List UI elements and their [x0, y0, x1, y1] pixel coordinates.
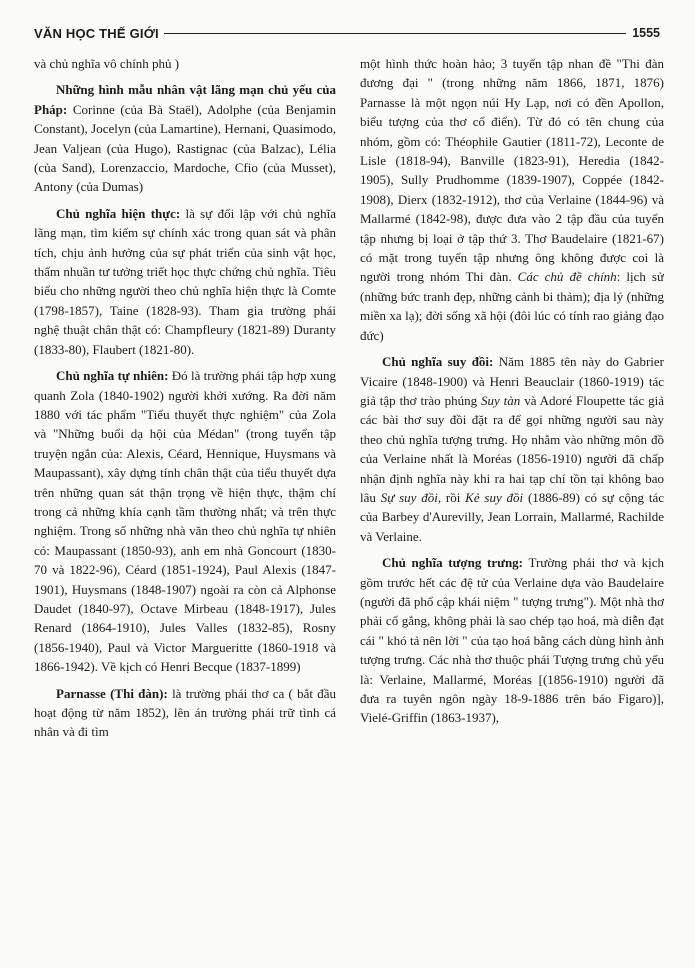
paragraph-parnasse: [34, 684, 336, 742]
paragraph-text: là trường phái thơ ca ( bắt đầu hoạt động từ năm 1852), lên án trường phái trữ tình cá nhân và đi tìm: [34, 685, 336, 740]
paragraph-realism: [34, 204, 336, 359]
paragraph-romantic-characters: [34, 80, 336, 196]
term-heading: Chủ nghĩa suy đồi:: [382, 354, 494, 370]
italic-title: Suy tàn: [481, 392, 521, 408]
paragraph-decadence: [360, 352, 664, 546]
term-heading: Chủ nghĩa tự nhiên:: [56, 368, 169, 384]
term-heading: Những hình mẫu nhân vật lãng mạn chủ yếu của Pháp:: [34, 82, 336, 117]
paragraph-parnasse-continued: [360, 54, 664, 345]
paragraph-text: và Adoré Floupette tác giả các bài thơ suy đồi đặt ra để gọi những người sau này theo chủ nghĩa tượng trưng. Họ nhằm vào những môn đồ của Verlaine nhất là Moréas (1856-1910) người đã chấp nhận định nghĩa này khi ra hai tạp chí tồn tại không bao lâu: [360, 392, 664, 505]
header-rule: [164, 33, 626, 34]
page-number: 1555: [632, 26, 660, 40]
paragraph-symbolism: [360, 553, 664, 728]
paragraph-naturalism: [34, 366, 336, 677]
paragraph-continuation: [34, 54, 336, 73]
term-heading: Chủ nghĩa hiện thực:: [56, 205, 181, 221]
paragraph-text: Năm 1885 tên này do Gabrier Vicaire (1848-1900) và Henri Beauclair (1860-1919) tác giả tập thơ trào phúng: [360, 354, 664, 408]
page-header: [34, 22, 660, 44]
italic-title: Kẻ suy đồi: [465, 489, 524, 505]
left-column: [34, 54, 336, 944]
paragraph-text: : lịch sử (những bức tranh đẹp, những cảnh bi thảm); địa lý (những miền xa lạ); đời sống xã hội (đôi lúc có tính rao giảng đạo đức): [360, 269, 664, 343]
term-heading: Chủ nghĩa tượng trưng:: [382, 555, 524, 571]
paragraph-text: một hình thức hoàn hảo; 3 tuyển tập nhan đề "Thi đàn đương đại " (trong những năm 1866, 1871, 1876) Parnasse là một ngọn núi Hy Lạp, nơi có đền Apollon, biểu tượng của thơ cổ điển). Từ đó có tên chung của nhóm, gồm có: Théophile Gautier (1811-72), Leconte de Lisle (1818-94), Banville (1823-91), Heredia (1842-1905), Sully Prudhomme (1839-1907), Coppée (1842-1908), Dierx (1832-1912), thơ của Verlaine (1844-96) và Mallarmé (1842-98), được đưa vào 2 tập đầu của tuyển tập nhưng bị loại ở tập thứ 3. Thơ Baudelaire (1821-67) có mặt trong tuyển tập nhưng ông không được coi là người trong nhóm Thi đàn.: [360, 56, 664, 285]
italic-phrase: Các chủ đề chính: [517, 269, 617, 285]
right-column: [360, 54, 664, 944]
paragraph-text: Đó là trường phái tập hợp xung quanh Zola (1840-1902) người khởi xướng. Ra đời năm 1880 với tác phẩm "Tiểu thuyết thực nghiệm" của Zola và "Những buổi dạ hội của Médan" (trong tuyển tập truyện ngắn của: Alexis, Céard, Hennique, Huysmans và Maupassant), xây dựng tính chân thật của tiểu thuyết dựa trên những quan sát thận trọng về hiện thực, thậm chí trong cả những khía cạnh tầm thường nhất; và trên thực nghiệm. Trong số những nhà văn theo chủ nghĩa tự nhiên có: Maupassant (1850-93), anh em nhà Goncourt (1830-70 và 1822-96), Céard (1851-1924), Paul Alexis (1847-1901), Huysmans (1848-1907) ngoài ra còn cả Alphonse Daudet (1840-97), Octave Mirbeau (1848-1917), Jules Renard (1864-1910), Jules Valles (1832-85), Rosny (1856-1940), Paul và Victor Margueritte (1860-1918 và 1866-1942). Về kịch có Henri Becque (1837-1899): [34, 368, 336, 675]
term-heading: Parnasse (Thi đàn):: [56, 685, 168, 701]
italic-title: Sự suy đồi: [380, 489, 438, 505]
paragraph-text: (1886-89) có sự cộng tác của Barbey d'Aurevilly, Jean Lorrain, Mallarmé, Rachilde và Verlaine.: [360, 489, 664, 544]
paragraph-text: là sự đối lập với chủ nghĩa lãng mạn, tìm kiếm sự chính xác trong quan sát và phân tích, chịu ảnh hưởng của sự phát triển của sinh vật học, thấm nhuần tư tưởng triết học thực chứng chủ nghĩa. Tiêu biểu cho những người theo chủ nghĩa hiện thực là Comte (1798-1857), Taine (1828-93). Tham gia trường phái nghệ thuật chân thật có: Champfleury (1821-89) Duranty (1833-80), Flaubert (1821-80).: [34, 205, 336, 357]
paragraph-text: và chủ nghĩa vô chính phủ ): [34, 56, 180, 71]
paragraph-text: Trường phái thơ và kịch gồm trước hết các đệ tử của Verlaine dựa vào Baudelaire (người đã phổ cập khái niệm " tượng trưng"). Một nhà thơ phải cố gắng, không phải là sao chép tạo hoá, mà diễn đạt cái " khó tả nên lời " của tạo hoá bằng cách dùng hình ảnh tượng trưng. Các nhà thơ thuộc phái Tượng trưng chủ yếu là: Verlaine, Mallarmé, Moréas [(1856-1910) người đã đưa ra tuyên ngôn ngày 18-9-1886 trên báo Figaro)], Vielé-Griffin (1863-1937),: [360, 555, 664, 726]
running-title: VĂN HỌC THẾ GIỚI: [34, 25, 159, 41]
paragraph-text: , rồi: [437, 489, 466, 505]
paragraph-text: Corinne (của Bà Staël), Adolphe (của Benjamin Constant), Jocelyn (của Lamartine), Hernani, Quasimodo, Jean Valjean (của Hugo), Rastignac (của Balzac), Lélia (của Sand), Lorenzaccio, Mardoche, Cfio (của Musset), Antony (của Dumas): [34, 101, 336, 195]
